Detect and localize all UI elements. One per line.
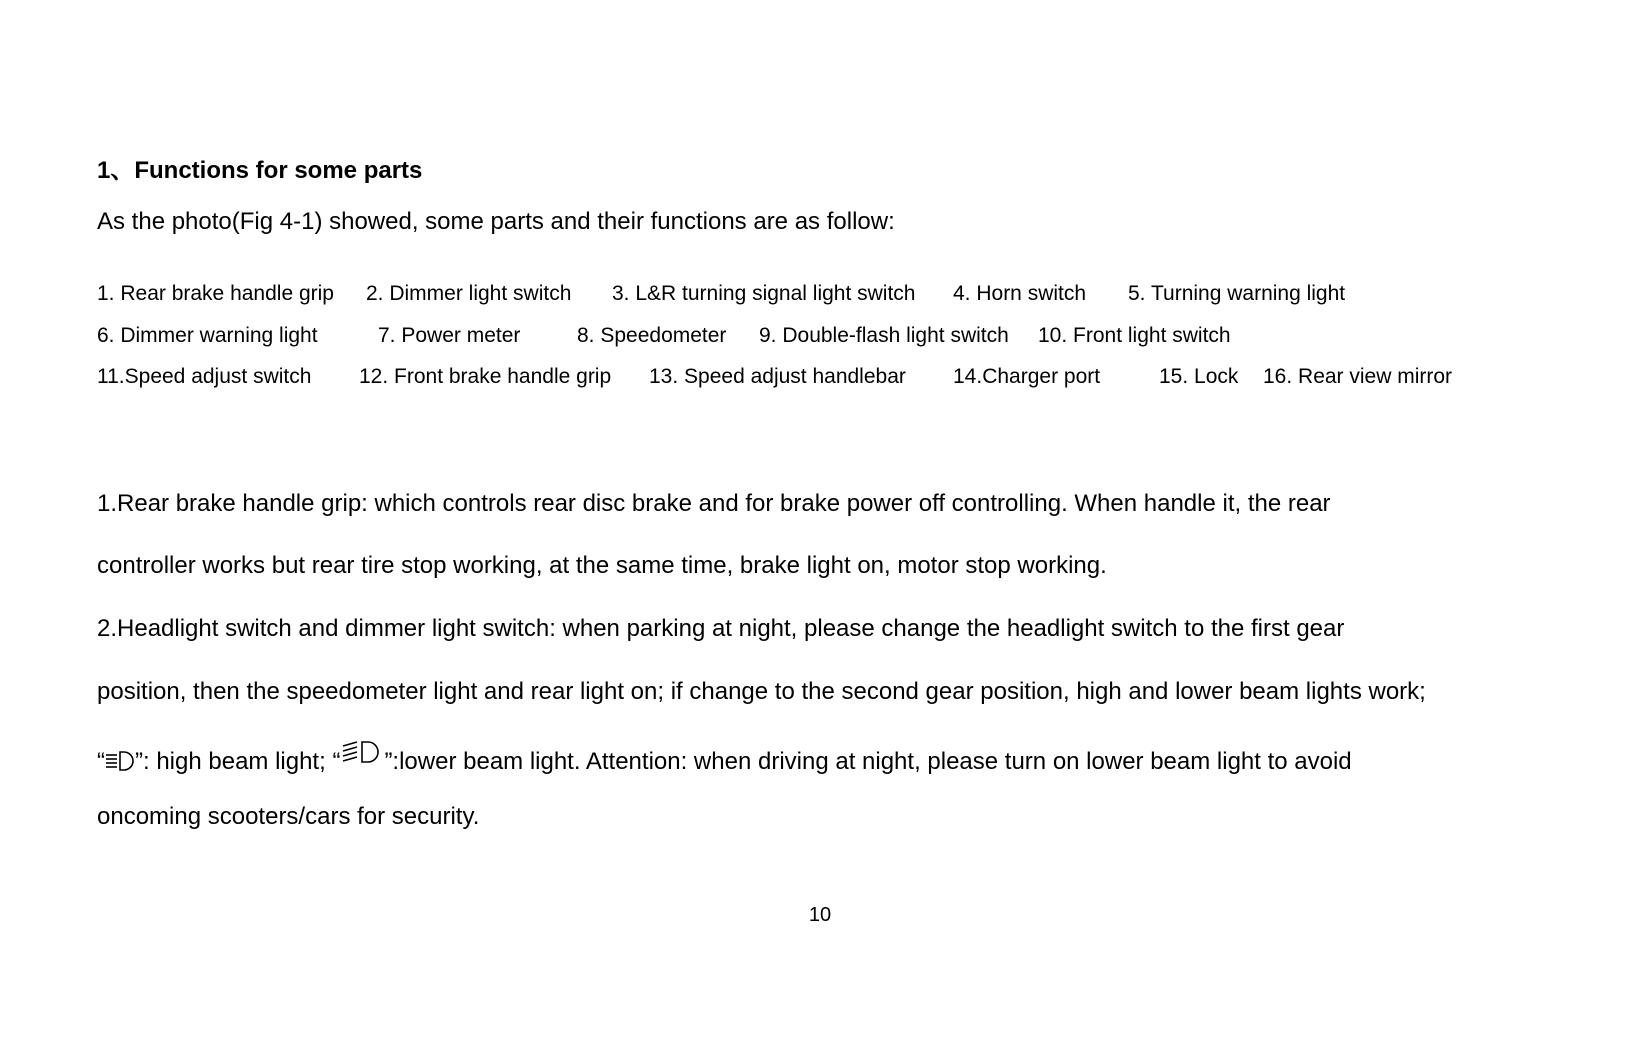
part-item: 13. Speed adjust handlebar xyxy=(649,365,906,388)
low-beam-icon xyxy=(340,740,384,780)
part-item: 2. Dimmer light switch xyxy=(366,282,572,305)
page-number: 10 xyxy=(808,904,832,926)
section-intro: As the photo(Fig 4-1) showed, some parts and their functions are as follow: xyxy=(97,208,895,235)
low-beam-label: ”:lower beam light. Attention: when driving at night, please turn on lower beam light to avoid xyxy=(384,748,1352,775)
part-item: 8. Speedometer xyxy=(577,324,727,347)
part-item: 3. L&R turning signal light switch xyxy=(612,282,916,305)
part-item: 15. Lock xyxy=(1159,365,1239,388)
description-line: oncoming scooters/cars for security. xyxy=(97,803,480,830)
description-line: 2.Headlight switch and dimmer light switch: when parking at night, please change the headlight switch to the first gear xyxy=(97,615,1345,642)
part-item: 5. Turning warning light xyxy=(1128,282,1346,305)
part-item: 9. Double-flash light switch xyxy=(759,324,1009,347)
part-item: 4. Horn switch xyxy=(953,282,1087,305)
part-item: 16. Rear view mirror xyxy=(1263,365,1453,388)
description-line: position, then the speedometer light and rear light on; if change to the second gear position, high and lower beam lights work; xyxy=(97,678,1426,705)
part-item: 7. Power meter xyxy=(378,324,521,347)
section-heading: 1、Functions for some parts xyxy=(97,157,423,184)
description-line: controller works but rear tire stop working, at the same time, brake light on, motor stop working. xyxy=(97,552,1107,579)
description-line: 1.Rear brake handle grip: which controls rear disc brake and for brake power off controlling. When handle it, the rear xyxy=(97,490,1331,517)
part-item: 6. Dimmer warning light xyxy=(97,324,318,347)
part-item: 10. Front light switch xyxy=(1038,324,1231,347)
high-beam-icon xyxy=(105,750,135,780)
open-quote: “ xyxy=(97,748,105,775)
part-item: 1. Rear brake handle grip xyxy=(97,282,334,305)
high-beam-label: ”: high beam light; “ xyxy=(135,748,341,775)
part-item: 14.Charger port xyxy=(953,365,1101,388)
description-line-with-icons xyxy=(97,740,1352,780)
part-item: 12. Front brake handle grip xyxy=(359,365,612,388)
part-item: 11.Speed adjust switch xyxy=(97,365,312,388)
